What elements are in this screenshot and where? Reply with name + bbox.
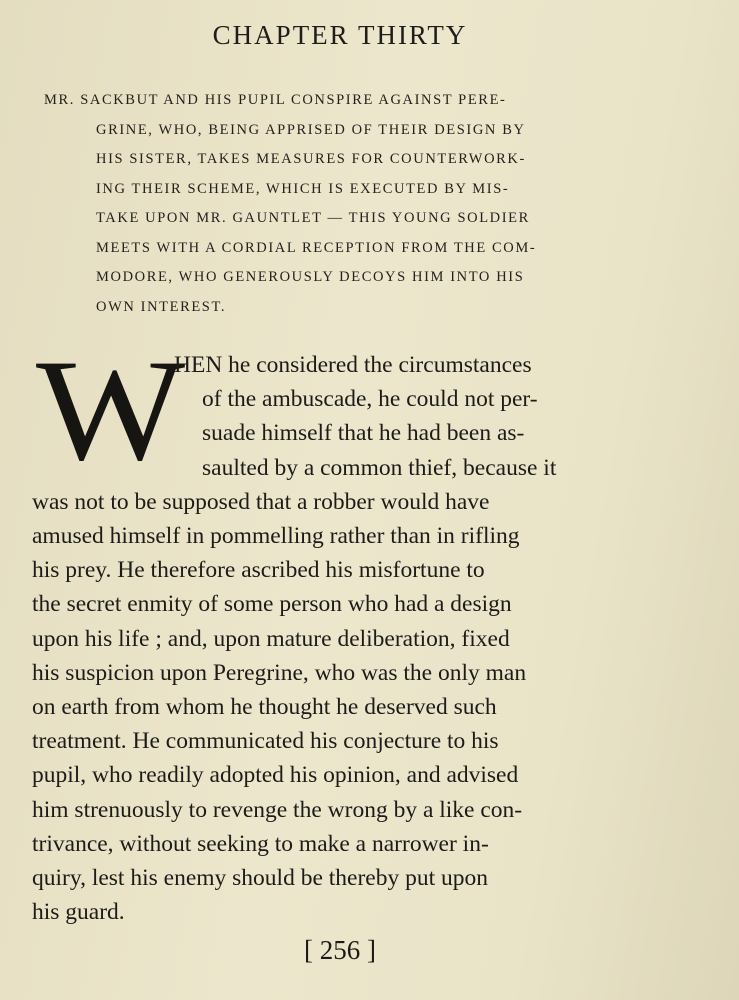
body-line: upon his life ; and, upon mature deliberation, fixed — [32, 625, 510, 652]
body-line: of the ambuscade, he could not per- — [202, 386, 538, 413]
body-line: the secret enmity of some person who had a design — [32, 591, 512, 618]
drop-cap: W — [36, 330, 186, 492]
body-line: treatment. He communicated his conjecture to his — [32, 728, 499, 755]
body-line: his suspicion upon Peregrine, who was the only man — [32, 659, 527, 686]
body-line: suade himself that he had been as- — [202, 420, 525, 447]
body-line: pupil, who readily adopted his opinion, and advised — [32, 762, 519, 789]
body-line: on earth from whom he thought he deserved such — [32, 694, 497, 721]
body-line: his guard. — [32, 899, 125, 926]
body-line: his prey. He therefore ascribed his misfortune to — [32, 557, 485, 584]
chapter-title: CHAPTER THIRTY — [212, 20, 468, 50]
summary-line: GRINE, WHO, BEING APPRISED OF THEIR DESIGN BY — [96, 121, 526, 138]
body-line: was not to be supposed that a robber would have — [32, 488, 490, 515]
summary-line: MODORE, WHO GENEROUSLY DECOYS HIM INTO HIS — [96, 269, 525, 285]
summary-line: ING THEIR SCHEME, WHICH IS EXECUTED BY MIS- — [96, 180, 510, 197]
body-line: HEN he considered the circumstances — [174, 352, 532, 378]
summary-line: HIS SISTER, TAKES MEASURES FOR COUNTERWORK- — [96, 151, 526, 167]
chapter-summary — [44, 86, 664, 322]
body-line: amused himself in pommelling rather than in rifling — [32, 523, 520, 550]
summary-line: MR. SACKBUT AND HIS PUPIL CONSPIRE AGAINST PERE- — [44, 92, 507, 108]
body-text — [32, 348, 662, 929]
summary-line: OWN INTEREST. — [96, 298, 227, 315]
body-line: quiry, lest his enemy should be thereby put upon — [32, 865, 489, 892]
page-number: [ 256 ] — [304, 935, 376, 965]
summary-line: TAKE UPON MR. GAUNTLET — THIS YOUNG SOLDIER — [96, 210, 530, 226]
body-line: him strenuously to revenge the wrong by a like con- — [32, 796, 523, 823]
summary-line: MEETS WITH A CORDIAL RECEPTION FROM THE COM- — [96, 239, 537, 256]
body-line: saulted by a common thief, because it — [202, 454, 557, 481]
body-line: trivance, without seeking to make a narrower in- — [32, 830, 489, 857]
